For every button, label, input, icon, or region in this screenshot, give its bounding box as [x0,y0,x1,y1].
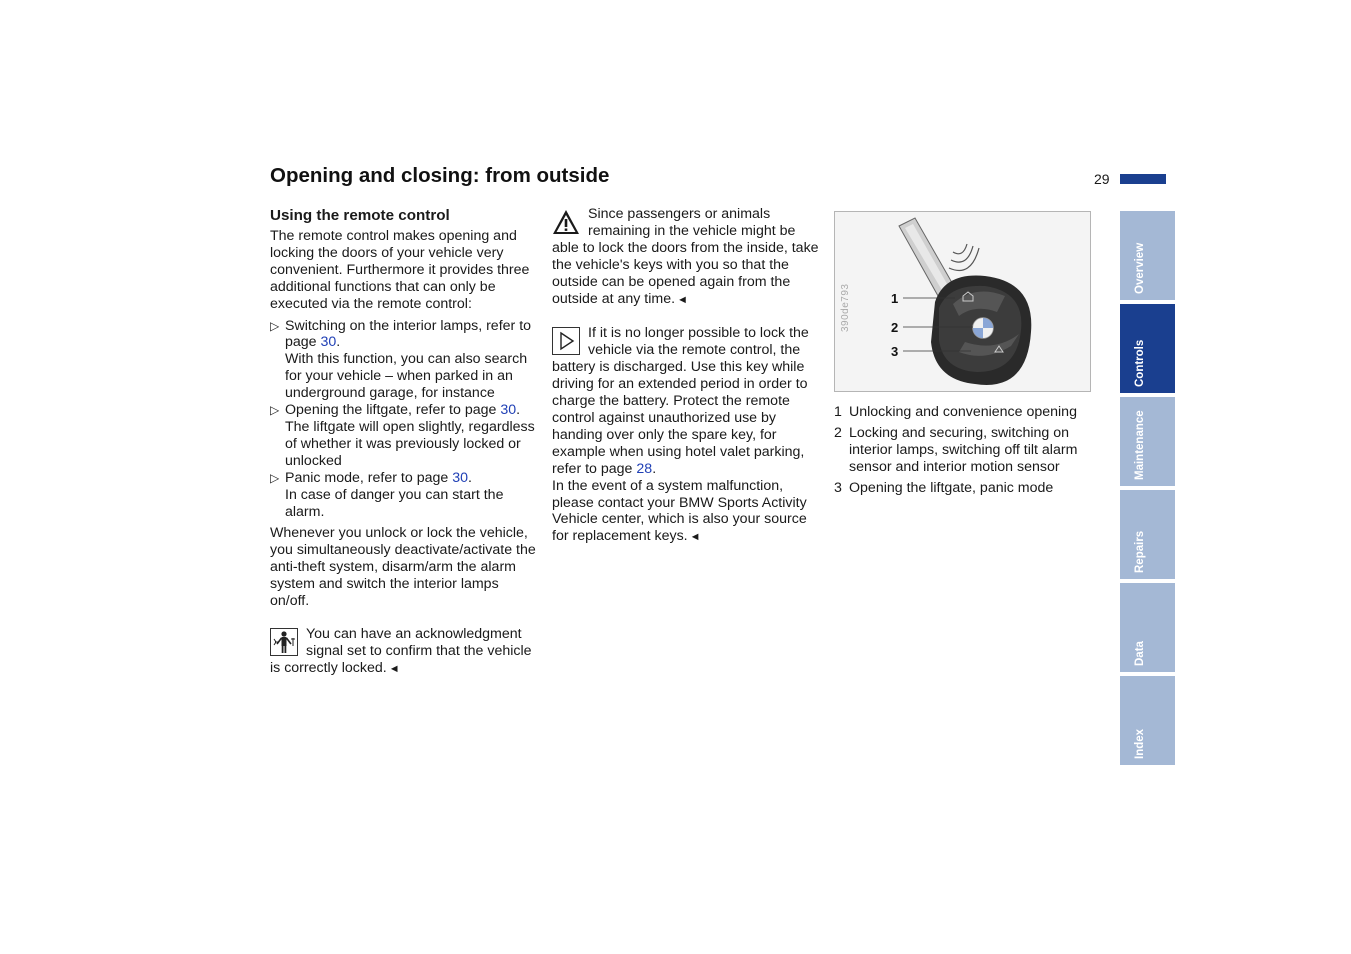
remote-key-figure [834,211,1091,392]
battery-tip-note [552,325,822,546]
punctuation: . [516,402,521,419]
caption-text: Opening the liftgate, panic mode [849,479,1054,496]
acknowledgment-note [270,626,540,678]
tab-repairs[interactable] [1120,490,1175,579]
tab-index[interactable] [1120,676,1175,765]
tab-overview[interactable] [1120,211,1175,300]
list-item [270,470,540,521]
chapter-tabs [1120,211,1175,769]
page-title: Opening and closing: from outside [270,164,610,187]
column-middle [552,206,822,546]
tab-label: Repairs [1134,530,1146,573]
figure-code: 390de793 [840,283,851,332]
anti-theft-paragraph: Whenever you unlock or lock the vehicle, you simultaneously deactivate/activate the anti-theft system, disarm/arm the alarm system and switch the interior lamps on/off. [270,525,536,610]
caption-number: 3 [834,479,842,496]
callout-label: 3 [891,344,899,359]
tab-data[interactable] [1120,583,1175,672]
tab-maintenance[interactable] [1120,397,1175,486]
remote-key-illustration [835,212,1091,392]
tab-label: Controls [1134,339,1146,387]
page-link[interactable]: 28 [636,460,653,477]
caption-number: 1 [834,404,842,420]
note-text: You can have an acknowledgment signal set to confirm that the vehicle is correctly locked. [270,625,532,676]
play-arrow-icon [552,327,580,355]
column-right [834,211,1104,501]
function-list [270,318,540,521]
bullet-detail: In case of danger you can start the alarm. [285,486,504,520]
tip-text-continued [552,478,822,547]
tab-label: Overview [1134,242,1146,294]
page-number-bar [1120,174,1166,184]
warning-text: Since passengers or animals remaining in the vehicle might be able to lock the doors from the inside, take the vehicle's keys with you so that the outside can be opened again from the outside at any time. [552,206,819,307]
tip-text: If it is no longer possible to lock the vehicle via the remote control, the battery is discharged. Use this key while driving for an extended period in order to charge the battery. Protect the remote control against unauthorized use by handing over only the spare key, for example when using hotel valet parking, refer to page [552,325,809,477]
tab-label: Maintenance [1134,410,1146,480]
caption-item [834,404,1104,421]
bullet-text: Switching on the interior lamps, refer to page [285,317,532,351]
punctuation: . [467,469,472,486]
page-link[interactable]: 30 [500,402,517,419]
person-tools-icon [270,628,298,656]
caption-number: 2 [834,424,842,441]
callout-label: 1 [891,291,899,306]
column-left [270,206,540,678]
bullet-text: Panic mode, refer to page [285,469,453,486]
tab-label: Data [1134,641,1146,666]
caption-item [834,480,1104,497]
page-number: 29 [1094,171,1110,187]
end-mark: ◄ [677,293,688,306]
list-item [270,318,540,403]
bullet-detail: With this function, you can also search for your vehicle – when parked in an underground garage, for instance [285,351,528,402]
caption-text: Unlocking and convenience opening [849,404,1077,420]
end-mark: ◄ [388,662,400,675]
punctuation: . [336,334,341,351]
warning-note [552,206,822,308]
page-link[interactable]: 30 [320,334,337,351]
malfunction-text: In the event of a system malfunction, please contact your BMW Sports Activity Vehicle center, which is also your source for replacement keys. [552,477,807,545]
callout-label: 2 [891,320,899,335]
intro-paragraph: The remote control makes opening and locking the doors of your vehicle very convenient. Furthermore it provides three additional functions that can only be executed via the remote control: [270,228,530,312]
caption-item [834,425,1104,476]
list-item [270,402,540,470]
bullet-detail: The liftgate will open slightly, regardless of whether it was previously locked or unlocked [285,418,535,469]
punctuation: . [652,460,657,477]
caption-text: Locking and securing, switching on interior lamps, switching off tilt alarm sensor and interior motion sensor [849,424,1078,475]
warning-triangle-icon [552,208,580,236]
bullet-text: Opening the liftgate, refer to page [285,402,501,419]
tab-label: Index [1134,728,1146,759]
section-heading: Using the remote control [270,207,450,224]
tab-controls[interactable] [1120,304,1175,393]
page-link[interactable]: 30 [452,469,468,486]
end-mark: ◄ [689,531,701,544]
figure-caption-list [834,404,1104,497]
